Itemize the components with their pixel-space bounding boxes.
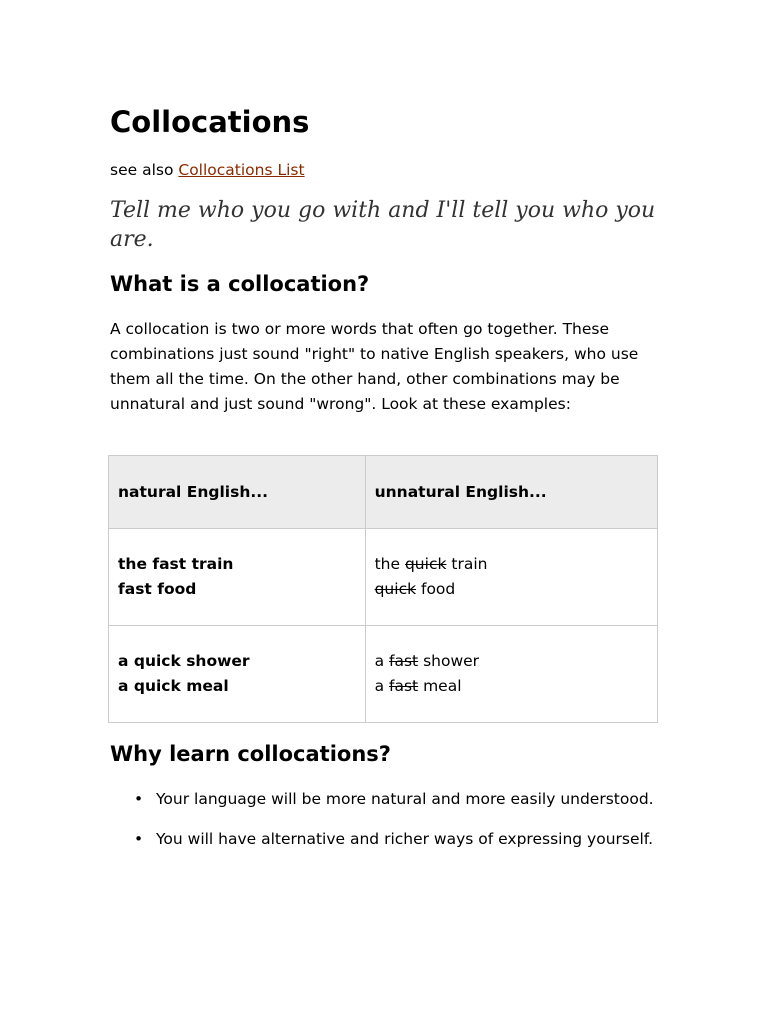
struck-word: quick [404,555,447,573]
list-item [134,826,696,852]
see-also-line [110,159,305,181]
header-unnatural: unnatural English... [365,456,657,529]
struck-word: fast [389,652,419,670]
page-title: Collocations [110,105,310,139]
table-row [109,626,658,723]
phrase-after: train [446,555,488,573]
bullet-icon: • [134,790,144,808]
section-heading-why: Why learn collocations? [110,742,391,766]
list-item-text: Your language will be more natural and more easily understood. [156,790,654,808]
struck-word: quick [374,580,417,598]
unnatural-phrase [375,649,648,674]
unnatural-cell [365,626,657,723]
phrase-after: shower [418,652,480,670]
unnatural-phrase [375,674,648,699]
natural-phrase: a quick meal [118,677,229,695]
phrase-before: a [374,677,390,695]
quote-end: . [146,227,154,252]
phrase-before: the [374,555,405,573]
table-row [109,529,658,626]
phrase-before: a [374,652,390,670]
header-natural: natural English... [109,456,366,529]
reasons-list [110,786,696,866]
natural-phrase: a quick shower [118,652,250,670]
struck-word: fast [389,677,419,695]
section-heading-what: What is a collocation? [110,272,370,296]
natural-phrase: fast food [118,580,197,598]
table-header-row [109,456,658,529]
phrase-after: food [416,580,456,598]
unnatural-phrase [375,552,648,577]
unnatural-cell [365,529,657,626]
unnatural-phrase [375,577,648,602]
natural-cell [109,529,366,626]
quote-text: Tell me who you go with and I'll tell you who you are [110,198,656,252]
bullet-icon: • [134,830,144,848]
examples-table [108,455,658,723]
natural-phrase: the fast train [118,555,234,573]
list-item-text: You will have alternative and richer ways of expressing yourself. [156,830,654,848]
list-item [134,786,696,812]
quote [110,196,660,254]
see-also-prefix: see also [110,161,179,179]
phrase-after: meal [418,677,462,695]
natural-cell [109,626,366,723]
collocations-list-link[interactable]: Collocations List [178,161,305,179]
intro-paragraph: A collocation is two or more words that often go together. These combinations just sound "right" to native English speakers, who use them all the time. On the other hand, other combinations may be unnatural and just sound "wrong". Look at these examples: [110,320,639,413]
